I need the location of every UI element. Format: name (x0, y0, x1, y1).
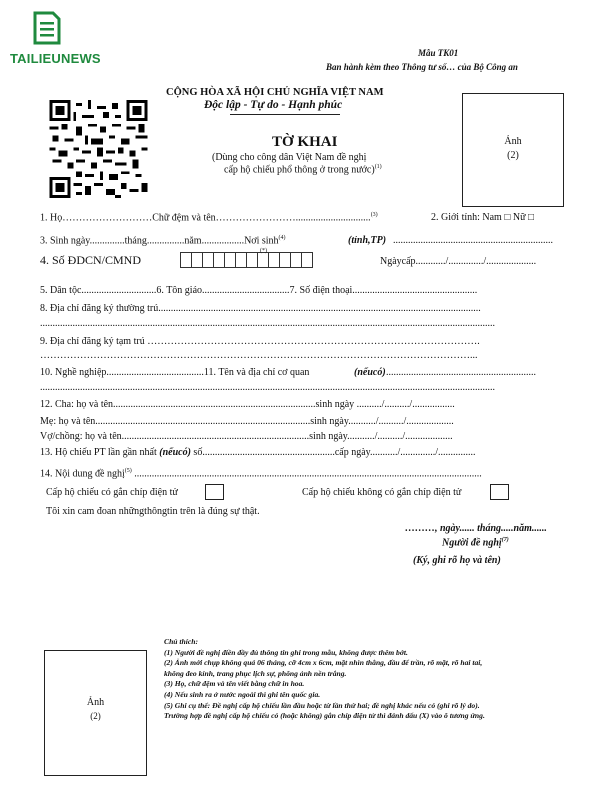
field-agency-cont: ...................................................................................................................................................................................... (40, 382, 495, 393)
brand-name: TAILIEUNEWS (10, 51, 101, 66)
note-item: (2) Ảnh mới chụp không quá 06 tháng, cỡ 4cm x 6cm, mặt nhìn thẳng, đầu để trần, rõ mặt, rõ hai tai, (164, 658, 483, 668)
field-agency-dots: ............................................................ (386, 367, 536, 378)
note-item: không đeo kính, trang phục lịch sự, phông ảnh nền trắng. (164, 668, 347, 678)
field-ethnicity-religion-phone: 5. Dân tộc..............................6. Tôn giáo...................................7. Số điện thoại.................................................. (40, 285, 478, 296)
field-mother: Mẹ: họ và tên......................................................................................sinh ngày.........../........../................... (40, 416, 454, 427)
notes-title: Chú thích: (164, 637, 198, 646)
photo-box (462, 93, 564, 207)
field-permanent-address: 8. Địa chỉ đăng ký thường trú................................................................................................................................. (40, 303, 481, 314)
photo-box-bottom (44, 650, 147, 776)
motto: Độc lập - Tự do - Hạnh phúc (204, 99, 343, 111)
note-item: (4) Nếu sinh ra ở nước ngoài thì ghi tên quốc gia. (164, 689, 321, 699)
qr-code (49, 100, 148, 198)
field-gender: 2. Giới tính: Nam □ Nữ □ (431, 212, 535, 223)
field-spouse: Vợ/chồng: họ và tên...........................................................................sinh ngày.........../........../................... (40, 431, 453, 442)
field-id-number: 4. Số ĐDCN/CMND (40, 253, 142, 267)
field-permanent-address-cont: ...................................................................................................................................................................................... (40, 318, 495, 329)
note-item: (5) Ghi cụ thể: Đề nghị cấp hộ chiếu lần đầu hoặc từ lần thứ hai; đề nghị khác nếu có (ghi rõ lý do). (164, 700, 480, 710)
sign-note: (Ký, ghi rõ họ và tên) (413, 555, 501, 566)
sign-date: ………, ngày...... tháng.....năm...... (405, 523, 547, 534)
photo-note-bottom: (2) (90, 711, 101, 721)
notes (164, 637, 584, 722)
field-temporary-address-cont: …………………………………………………………………………………………………………………... (40, 350, 478, 361)
subtitle-line-2: cấp hộ chiếu phổ thông ở trong nước)$^{(1)}$ (224, 164, 382, 176)
id-digit-box[interactable] (301, 252, 313, 268)
field-request: 14. Nội dung đề nghị$^{(5)}$ ........................................................................................................................................... (40, 468, 482, 480)
field-father: 12. Cha: họ và tên.................................................................................sinh ngày ........../........../................. (40, 399, 455, 410)
field-id-date: Ngàycấp............/............../.................... (380, 256, 537, 267)
note-item: Trường hợp đề nghị cấp hộ chiếu có (hoặc không) gắn chíp điện tử thì đánh dấu (X) vào ô tương ứng. (164, 711, 485, 721)
republic-title: CỘNG HÒA XÃ HỘI CHỦ NGHĨA VIỆT NAM (166, 87, 384, 98)
field-name: 1. Họ………………………Chữ đệm và tên……………………..............................$^{(3)}$ (40, 212, 378, 224)
field-occupation: 10. Nghề nghiệp.......................................11. Tên và địa chỉ cơ quan (40, 367, 310, 378)
field-last-passport: 13. Hộ chiếu PT lần gần nhất (nếucó) số.....................................................cấp ngày.........../............../............... (40, 447, 476, 458)
subtitle-line-1: (Dùng cho công dân Việt Nam đề nghị (212, 152, 367, 163)
note-item: (1) Người đề nghị điền đầy đủ thông tin ghi trong mẫu, không được thêm bớt. (164, 647, 408, 657)
photo-label: Ảnh (504, 136, 522, 147)
document-icon (33, 11, 61, 45)
option-no-chip-passport: Cấp hộ chiếu không có gắn chíp điện tử (302, 487, 462, 498)
field-temporary-address: 9. Địa chỉ đăng ký tạm trú ………………………………………………………………………………………. (40, 336, 480, 347)
field-birth: 3. Sinh ngày..............tháng...............năm.................Nơi $\sinh^{(4)}$ (40, 235, 286, 247)
checkbox-no-chip[interactable] (490, 484, 509, 500)
photo-label-bottom: Ảnh (86, 697, 105, 708)
commitment: Tôi xin cam đoan nhữngthôngtin trên là đúng sự thật. (46, 506, 260, 517)
sign-label: Người đề nghị$^{(7)}$ (442, 537, 509, 549)
field-birth-province: (tỉnh,TP) (348, 235, 387, 246)
option-chip-passport: Cấp hộ chiếu có gắn chíp điện tử (46, 487, 178, 498)
issued-with: Ban hành kèm theo Thông tư số… của Bộ Công an (326, 62, 518, 72)
id-note-mark: (*) (260, 248, 267, 254)
photo-note: (2) (507, 150, 519, 161)
field-agency-optional: (nếucó) (354, 367, 386, 378)
checkbox-chip[interactable] (205, 484, 224, 500)
field-birth-dots: ................................................................ (393, 235, 553, 246)
note-item: (3) Họ, chữ đệm và tên viết bằng chữ in hoa. (164, 679, 305, 689)
form-code: Mẫu TK01 (418, 48, 459, 58)
form-title: TỜ KHAI (272, 134, 338, 150)
motto-underline (230, 114, 340, 115)
